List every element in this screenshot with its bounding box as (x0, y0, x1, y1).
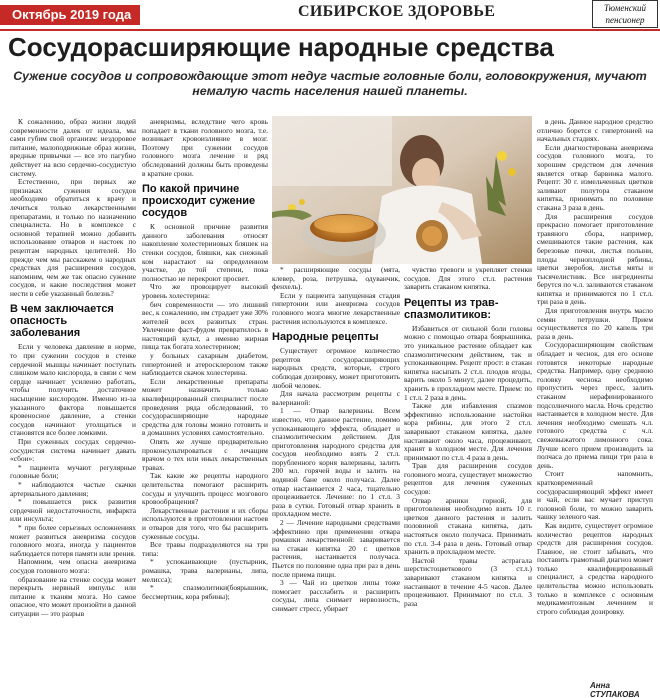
logo-line-1: Тюменский (603, 3, 647, 13)
paragraph: Естественно, при первых же признаках сужения сосудов необходимо обратиться к врачу и лечиться только лекарственными препаратами, и только по назначению специалиста. Но в комплексе с основной терапией можно добавить использование отваров и настоек по рецептам народных целителей. Но прежде чем мы расскажем о народных средствах для расширения сосудов, напомним, чем же так опасно сужение сосудов, и какие последствия может нести в себе указанный болезнь? (10, 177, 136, 298)
paragraph: К сожалению, образ жизни людей современности далек от идеала, мы сами губим свой организм: нездоровое питание, малоподвижные образ жизни, вредные привычки — все это пагубно действует на всю сердечно-сосудистую систему. (10, 118, 136, 178)
paragraph: 1 — Отвар валерианы. Всем известно, что данное растение, помимо успокаивающего эффекта, обладает и спазмолитическим действием. Для приготовления народного средства для сосудов необходимо взять 2 ст.л. порубленного корня валерианы, залить 200 мл. горячей воды и залить на водяной бане около получаса. Далее отвар настаивается 2 часа, тщательно процеживается. Лечение: по 1 ст.л. 3 раза в сутки. Готовый отвар хранить в прохладном месте. (272, 406, 400, 519)
column-1 (10, 118, 136, 692)
column-5 (537, 118, 653, 692)
bullet-item: * наблюдаются частые скачки артериального давления; (10, 479, 136, 498)
bullet-item: * расширяющие сосуды (мята, клевер, роза, петрушка, одуванчик, фенхель). (272, 266, 400, 292)
paragraph: Для начала рассмотрим рецепты с валерианой: (272, 389, 400, 407)
paragraph: чувство тревоги и укрепляет стенки сосудов. Для этого ст.л. растения заварить стаканом кипятка. (404, 266, 532, 292)
subheading: Рецепты из трав-спазмолитиков: (404, 296, 499, 321)
paragraph: Трав для расширения сосудов головного мозга, существует множество рецептов для лечения суженных сосудов: (404, 461, 532, 497)
column-2 (142, 118, 268, 692)
column-3 (272, 266, 400, 692)
article-title: Сосудорасширяющие народные средства (8, 32, 554, 62)
column-4 (404, 266, 532, 692)
paragraph: образование на стенке сосуда может перекрыть нервный импульс или питание к тканям мозга. Но самое опасное, что может произойти в данной ситуации — это разрыв (10, 574, 136, 618)
bullet-item: * спазмолитики(боярышник, бессмертник, кора рябины); (142, 583, 268, 601)
paragraph: Стоит напомнить, кратковременный сосудорасширяющий эффект имеет и чай, если вас мучает приступ головной боли, то можно заварить чашку зеленого чая. (537, 469, 653, 522)
page-header (0, 0, 660, 30)
paragraph: Существует огромное количество рецептов сосудорасширяющих народных средств, которые, строго соблюдая дозировку, может приготовить любой человек. (272, 346, 400, 390)
paragraph: у больных сахарным диабетом, гипертонией и атеросклерозом также наблюдается скачок холестерина. (142, 351, 268, 378)
subheading: В чем заключается опасность заболевания (10, 303, 114, 340)
bullet-item: * при более серьезных осложнениях может развиться аневризма сосудов головного мозга, иногда у пациентов наблюдается потеря памяти или зрения. (10, 522, 136, 558)
paragraph: При суженных сосудах сердечно-сосудистая система начинает давать «сбои»: (10, 437, 136, 464)
paragraph: аневризмы, вследствие чего кровь попадает в ткани головного мозга, т.е. возникает кровоизлияние в мозг. Поэтому при сужении сосудов головного мозга лечение и ряд обследований должны быть проведены в краткие сроки. (142, 118, 268, 178)
paragraph: Напомним, чем опасна аневризма сосудов головного мозга: (10, 557, 136, 575)
subheading: Народные рецепты (272, 331, 379, 344)
article-author: Анна СТУПАКОВА (590, 681, 640, 698)
paragraph: Избавиться от сильной боли головы можно с помощью отвара боярышника, это уникальное растение обладает как спазмолитическим действием, так и успокаивающим. Рецепт прост: в стакан кипятка насыпать 2 ст.л. плодов ягоды, варить около 5 минут, далее процедить, хранить в прохладном месте. Прием: по 1 ст.л. 2 раза в день. (404, 323, 532, 402)
paragraph: Для расширения сосудов прекрасно помогает приготовление травяного сбора, например, смешиваются такие растения, как березовые почки, листья полыни, плоды черноплодной рябины, цветки зверобоя, листья мяты и тысячелистник. Все ингредиенты берутся по ч.л. заливаются стаканом кипятка и принимаются по 1 ст.л. три раза в день. (537, 211, 653, 307)
paragraph: Как видите, существует огромное количество рецептов народных средств для расширения сосудов. Главное, не стоит забывать, что поставить грамотный диагноз может только квалифицированный специалист, а средства народного целительства можно использовать только в комплексе с основным медикаментозным лечением и строго соблюдая дозировку. (537, 520, 653, 616)
paragraph: Для приготовления внутрь масло семян петрушки. Прием осуществляется по 20 капель три раза в день. (537, 306, 653, 341)
bullet-item: * повышается риск развития сердечной недостаточности, инфаркта или инсульта; (10, 497, 136, 524)
paragraph: Если диагностирована аневризма сосудов головного мозга, то хорошим средством для лечения является отвар барвинка малого. Рецепт: 30 г. измельченных цветков заливают полутора стаканом кипятка, принимать по половине стакана 3 раза в день. (537, 142, 653, 212)
section-rubric: СИБИРСКОЕ ЗДОРОВЬЕ (298, 3, 496, 20)
bullet-item: * пациента мучают регулярные головные боли; (10, 462, 136, 481)
paragraph: Отвар арники горной, для приготовления необходимо взять 10 г. цветков данного растения и залить половиной стакана кипятка, дать настояться около получаса. Принимать по ст.л. 3-4 раза в день. Готовый отвар хранить в прохладном месте. (404, 495, 532, 557)
paragraph: Если лекарственные препараты может назначить только квалифицированный специалист после проведения ряда обследований, то сосудорасширяющие народные средства для головы можно готовить и в домашних условиях самостоятельно. (142, 376, 268, 438)
article-lead: Сужение сосудов и сопровождающие этот недуг частые головные боли, головокружения, мучают немалую часть населения нашей планеты. (13, 69, 647, 98)
paragraph: 2 — Лечение народными средствами эффективно при применении отвара ромашки лекарственной: заваривается на стакан кипятка 20 г. цветков растения, настаивается получаса. Пьется по половине одна при раз в день после приема пищи. (272, 518, 400, 579)
article-photo (272, 116, 532, 264)
paragraph: Если у пациента запущенная стадия гипертонии или аневризма сосудов головного мозга многие лекарственные растения используются в комплексе. (272, 290, 400, 326)
paragraph: Что же провоцирует высокий уровень холестерина: (142, 282, 268, 300)
paragraph: Также для избавления спазмов эффективно использование настойки кора рябины, для этого 2 ст.л. заваривают стаканом кипятка, далее настаивают около часа, процеживают, хранят в холодном месте. Для лечения принимают по ст.л. 4 раза в день. (404, 401, 532, 462)
paragraph: Опять же лучше предварительно проконсультироваться с лечащим врачом о тех или иных лекарственных травах. (142, 437, 268, 472)
paragraph: К основной причине развития данного заболевания относят накопление холестериновых бляшек на стенки сосудов, бляшки, как снежный ком нарастают на определенном участке, до той степени, пока полностью не перекроют просвет. (142, 222, 268, 283)
paragraph: 3 — Чай из цветков липы тоже помогает расслабить и расширить сосуды, липа снимает нервозность, снимает стресс, убирает (272, 578, 400, 613)
subheading: По какой причине происходит сужение сосудов (142, 183, 256, 220)
paragraph: Лекарственные растения и их сборы используются в приготовлении настоев и отваров для того, что бы расширить суженные сосуды. (142, 505, 268, 541)
issue-date: Октябрь 2019 года (0, 5, 140, 25)
bullet-item: * успокаивающие (пустырник, ромашка, трава валерианы, липа, мелисса); (142, 557, 268, 584)
paragraph: бич современности — это лишний вес, к сожалению, им страдает уже 30% жителей всех развитых стран. Увлечение фаст-фудом превратилось в настоящий культ, а именно жирная пища так богата холестерином; (142, 299, 268, 352)
paragraph: Сосудорасширяющим свойствам обладает и чеснок, для его основе готовятся некоторые народные средства. Например, одну среднюю головку чеснока необходимо пропустить через пресс, залить стаканом нерафинированного подсолнечного масла. Ночь средство настаивается в холодном месте. Для лечения необходимо смешать ч.л. готового средства с ч.л. свежевыжатого лимонного сока. Лучше всего прием производить за полчаса до приема пищи три раза в день. (537, 340, 653, 470)
paragraph: Настой травы астрагала шерстистоцветкового (3 ст.л.) заваривают стаканом кипятка и настаивают в течение 4-5 часов. Далее процеживают. Принимают по ст.л. 3 раза (404, 555, 532, 608)
paragraph: в день. Данное народное средство отлично борется с гипертонией на начальных стадиях. (537, 118, 653, 144)
paragraph: Все травы подразделяются на три типа: (142, 540, 268, 558)
paragraph: Если у человека давление в норме, то при сужении сосудов в стенке сердечной мышцы начинает поступать слишком мало кислорода, в связи с чем сердце начинает усиленно работать, чтобы получить достаточное насыщение кислородом. Именно из-за указанного фактора повышается кровеносное давление, а стенки сосудов начинают утолщаться и становятся все более ломкими. (10, 342, 136, 438)
newspaper-logo (592, 0, 658, 28)
logo-line-2: пенсионер (605, 15, 645, 25)
herbal-tea-illustration (272, 116, 532, 264)
paragraph: Так какие же рецепты народного целительства помогают расширить сосуды и улучшить процесс мозгового кровообращения? (142, 471, 268, 507)
